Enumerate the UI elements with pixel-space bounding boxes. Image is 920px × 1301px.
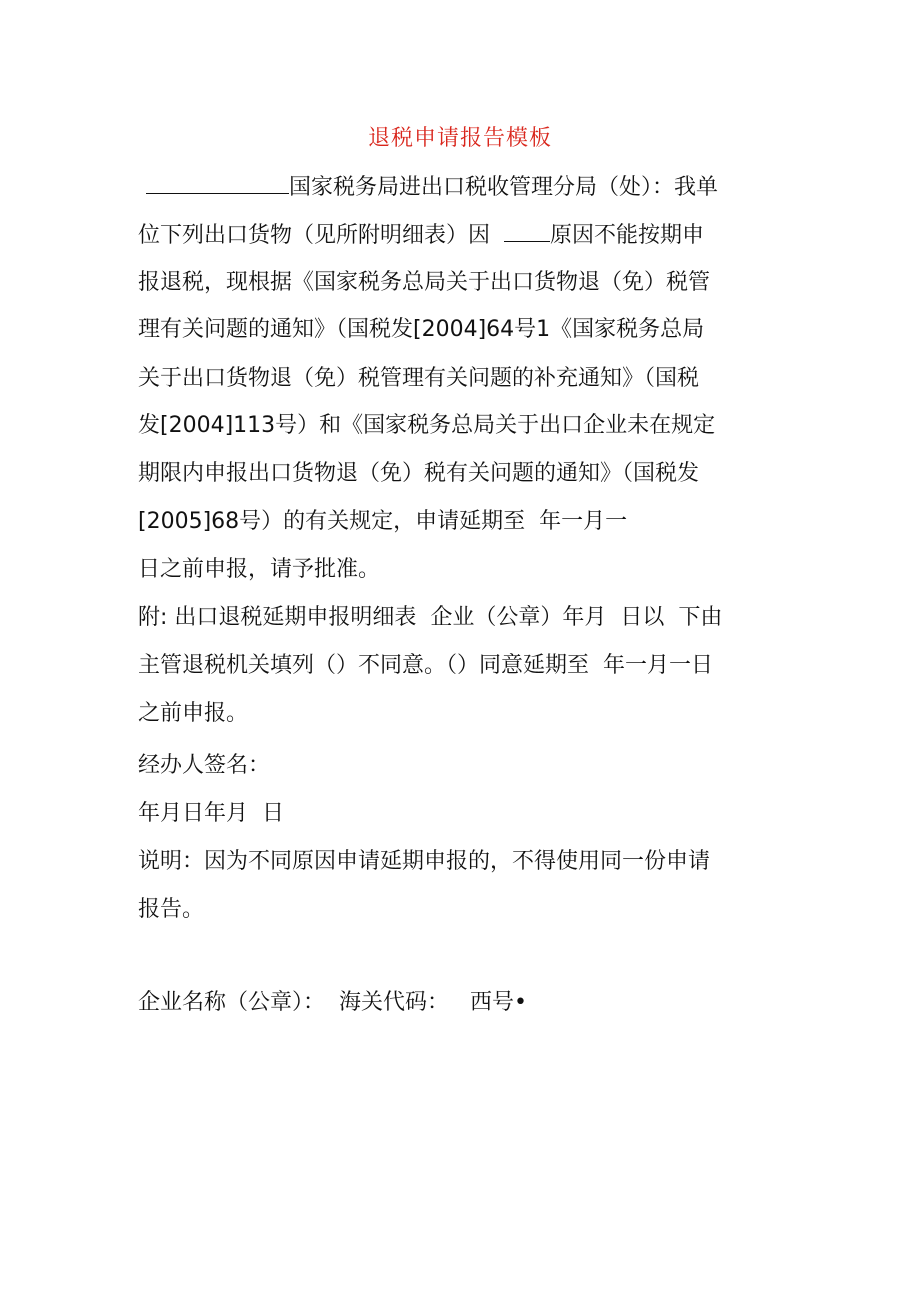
blank-field-reason xyxy=(504,219,550,242)
paragraph-line-7: 期限内申报出口货物退（免）税有关问题的通知》（国税发 xyxy=(138,461,700,486)
paragraph-text: 国家税务局进出口税收管理分局（处）：我单 xyxy=(289,175,719,200)
paragraph-line-3: 报退税，现根据《国家税务总局关于出口货物退（免）税管 xyxy=(138,270,711,295)
paragraph-line-2 xyxy=(138,219,704,251)
attachment-line-2: 主管退税机关填列（）不同意。（）同意延期至 年一月一日 xyxy=(138,653,713,678)
paragraph-line-6: 发[2004]113号）和《国家税务总局关于出口企业未在规定 xyxy=(138,413,716,438)
note-line-1: 说明：因为不同原因申请延期申报的，不得使用同一份申请 xyxy=(138,849,711,874)
paragraph-line-8: [2005]68号）的有关规定，申请延期至 年一月一 xyxy=(138,509,628,534)
paragraph-text: 原因不能按期申 xyxy=(550,223,705,248)
paragraph-line-5: 关于出口货物退（免）税管理有关问题的补充通知》（国税 xyxy=(138,366,700,391)
document-title: 退税申请报告模板 xyxy=(367,126,552,151)
paragraph-line-1 xyxy=(146,171,718,203)
note-line-2: 报告。 xyxy=(138,897,205,922)
attachment-line-1: 附: 出口退税延期申报明细表 企业（公章）年月 日以 下由 xyxy=(138,605,723,630)
footer-line: 企业名称（公章）： 海关代码： 西号• xyxy=(138,990,527,1015)
blank-field-office xyxy=(146,171,289,194)
attachment-line-3: 之前申报。 xyxy=(138,701,249,726)
signature-label: 经办人签名： xyxy=(138,753,271,778)
paragraph-line-9: 日之前申报，请予批准。 xyxy=(138,557,381,582)
paragraph-text: 位下列出口货物（见所附明细表）因 xyxy=(138,223,491,248)
paragraph-line-4: 理有关问题的通知》（国税发[2004]64号1《国家税务总局 xyxy=(138,317,705,342)
date-line: 年月日年月 日 xyxy=(138,801,284,826)
